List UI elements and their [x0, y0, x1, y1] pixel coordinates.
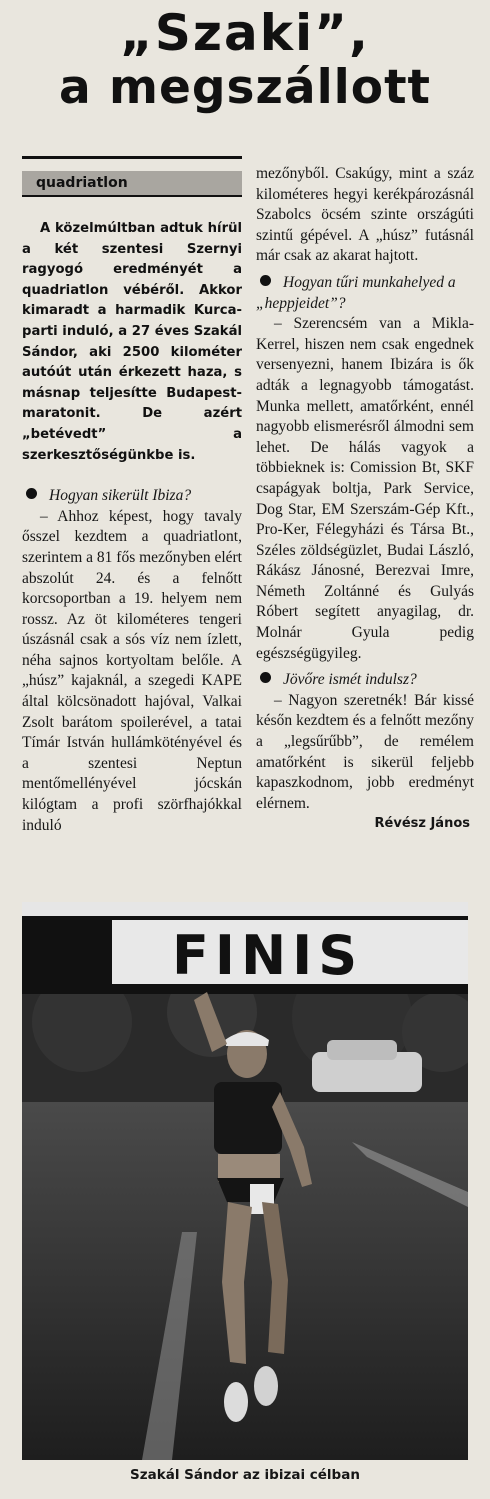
section-kicker: quadriatlon: [22, 171, 242, 197]
answer-1-continued: mezőnyből. Csakúgy, mint a száz kilométeres hegyi kerékpározásnál Szabolcs öcsém szinte országúti szintű gépével. A „húsz” futásnál már csak az akarat hajtott.: [256, 165, 474, 265]
headline-line-1: „Szaki”,: [120, 4, 370, 62]
right-column: [256, 164, 474, 831]
answer-3: – Nagyon szeretnék! Bár kissé későn kezdtem és a felnőtt mezőny a „legsűrűbb”, de remélem amatőrként is sikerül feljebb kapaszkodnom, jobb eredményt elérnem.: [256, 691, 474, 812]
finish-line-photo: [22, 902, 468, 1460]
answer-1: – Ahhoz képest, hogy tavaly ősszel kezdtem a quadriatlont, szerintem a 81 fős mezőnyben elért abszolút 24. és a felnőtt korcsoportban a 19. helyem nem rossz. Az öt kilométeres tengeri úszásnál csak a sós víz nem ízlett, néha sajnos kortyoltam belőle. A „húsz” kajaknál, a szegedi KAPE által kölcsönadott hajóval, Valkai Zsolt barátom spoilerével, a tatai Tímár István hullámkötényével és a szentesi Neptun mentőmellényével jócskán kilógtam a profi szörfhajókkal induló: [22, 507, 242, 834]
bullet-icon: [260, 672, 271, 683]
answer-2: – Szerencsém van a Mikla-Kerrel, hiszen nem csak engednek versenyezni, hanem Ibizára is ők adták a legnagyobb támogatást. Munka mellett, amatőrként, ennél nagyobb elismerésről álmodni sem lehet. De hálás vagyok a többieknek is: Comission Bt, SKF csapágyak boltja, Park Service, Dog Star, EM Szerszám-Gép Kft., Pro-Ker, Félegyházi és Társa Bt., Széles zöldségüzlet, Budai László, Rákász Jánosné, Berezvai Imre, Németh Zoltánné és Gulyás Róbert segített anyagilag, dr. Molnár Gyula pedig egészségügyileg.: [256, 315, 474, 662]
photo-caption: Szakál Sándor az ibizai célban: [130, 1467, 360, 1483]
author-signature: Révész János: [374, 816, 470, 832]
question-3: Jövőre ismét indulsz?: [256, 670, 474, 691]
left-column: [22, 156, 242, 836]
question-1: Hogyan sikerült Ibizа?: [22, 486, 242, 507]
bullet-icon: [26, 488, 37, 499]
headline: [0, 4, 490, 115]
finish-banner-text: FINIS: [172, 924, 364, 987]
lead-paragraph: A közelmúltban adtuk hírül a két szentesi Szernyi ragyogó eredményét a quadriatlon vébéről. Akkor kimaradt a harmadik Kurca-parti induló, a 27 éves Szakál Sándor, aki 2500 kilométer autóút után érkezett haza, s másnap teljesítte Budapest-maratonit. De azért „betévedt” a szerkesztőségünkbe is.: [22, 221, 242, 463]
headline-line-2: a megszállott: [58, 60, 432, 115]
question-2: Hogyan tűri munkahelyed a „heppjeidet”?: [256, 273, 456, 312]
top-rule: [22, 156, 242, 159]
bullet-icon: [260, 275, 271, 286]
